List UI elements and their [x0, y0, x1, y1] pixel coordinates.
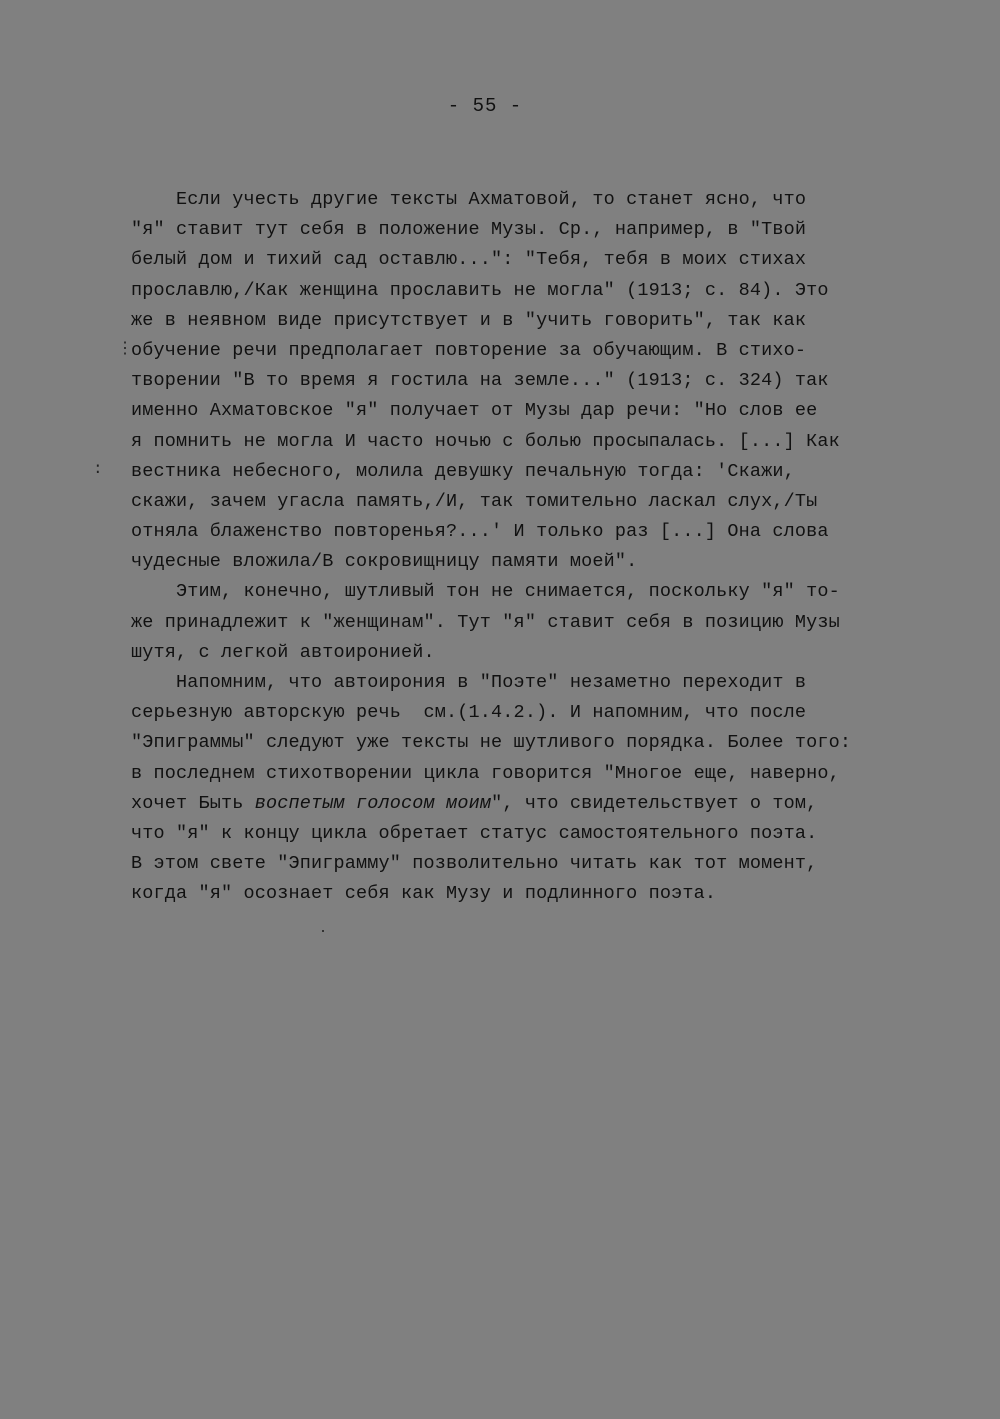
text-line: Если учесть другие тексты Ахматовой, то станет ясно, что [176, 189, 807, 210]
text-line: же в неявном виде присутствует и в "учить говорить", так как [131, 309, 807, 331]
text-line: обучение речи предполагает повторение за обучающим. В стихо- [131, 339, 807, 361]
margin-mark: ⋮ [117, 340, 133, 358]
scan-speck [322, 930, 324, 932]
text-line: "Эпиграммы" следуют уже тексты не шутливого порядка. Более того: [131, 732, 852, 754]
text-segment: хочет Быть [131, 792, 255, 814]
text-line: я помнить не могла И часто ночью с болью просыпалась. [...] Как [131, 430, 840, 452]
italic-quote: воспетым голосом моим [254, 792, 492, 814]
text-line: чудесные вложила/В сокровищницу памяти моей". [131, 551, 638, 573]
page-number: - 55 - [447, 95, 523, 117]
text-segment: ", что свидетельствует о том, [491, 792, 818, 814]
body-text [131, 185, 901, 910]
text-line: когда "я" осознает себя как Музу и подлинного поэта. [131, 883, 717, 905]
text-line: что "я" к концу цикла обретает статус самостоятельного поэта. [131, 822, 818, 844]
text-line: именно Ахматовское "я" получает от Музы дар речи: "Но слов ее [131, 400, 818, 422]
text-line: В этом свете "Эпиграмму" позволительно читать как тот момент, [131, 853, 818, 875]
text-line: в последнем стихотворении цикла говорится "Многое еще, наверно, [131, 762, 840, 784]
text-line: белый дом и тихий сад оставлю...": "Тебя, тебя в моих стихах [131, 249, 807, 271]
text-line: прославлю,/Как женщина прославить не могла" (1913; с. 84). Это [131, 279, 829, 301]
text-line: "я" ставит тут себя в положение Музы. Ср., например, в "Твой [131, 219, 807, 241]
text-line: вестника небесного, молила девушку печальную тогда: 'Скажи, [131, 460, 795, 482]
text-line: Этим, конечно, шутливый тон не снимается, поскольку "я" то- [176, 581, 840, 603]
text-line: скажи, зачем угасла память,/И, так томительно ласкал слух,/Ты [131, 490, 818, 512]
text-line-with-italic [131, 789, 901, 819]
margin-mark: : [93, 460, 103, 478]
text-line: серьезную авторскую речь см.(1.4.2.). И напомним, что после [131, 702, 807, 724]
text-line: отняла блаженство повторенья?...' И только раз [...] Она слова [131, 521, 829, 543]
text-line: творении "В то время я гостила на земле..." (1913; с. 324) так [131, 370, 829, 392]
text-line: же принадлежит к "женщинам". Тут "я" ставит себя в позицию Музы [131, 611, 840, 633]
text-line: Напомним, что автоирония в "Поэте" незаметно переходит в [176, 672, 807, 693]
text-line: шутя, с легкой автоиронией. [131, 641, 435, 663]
